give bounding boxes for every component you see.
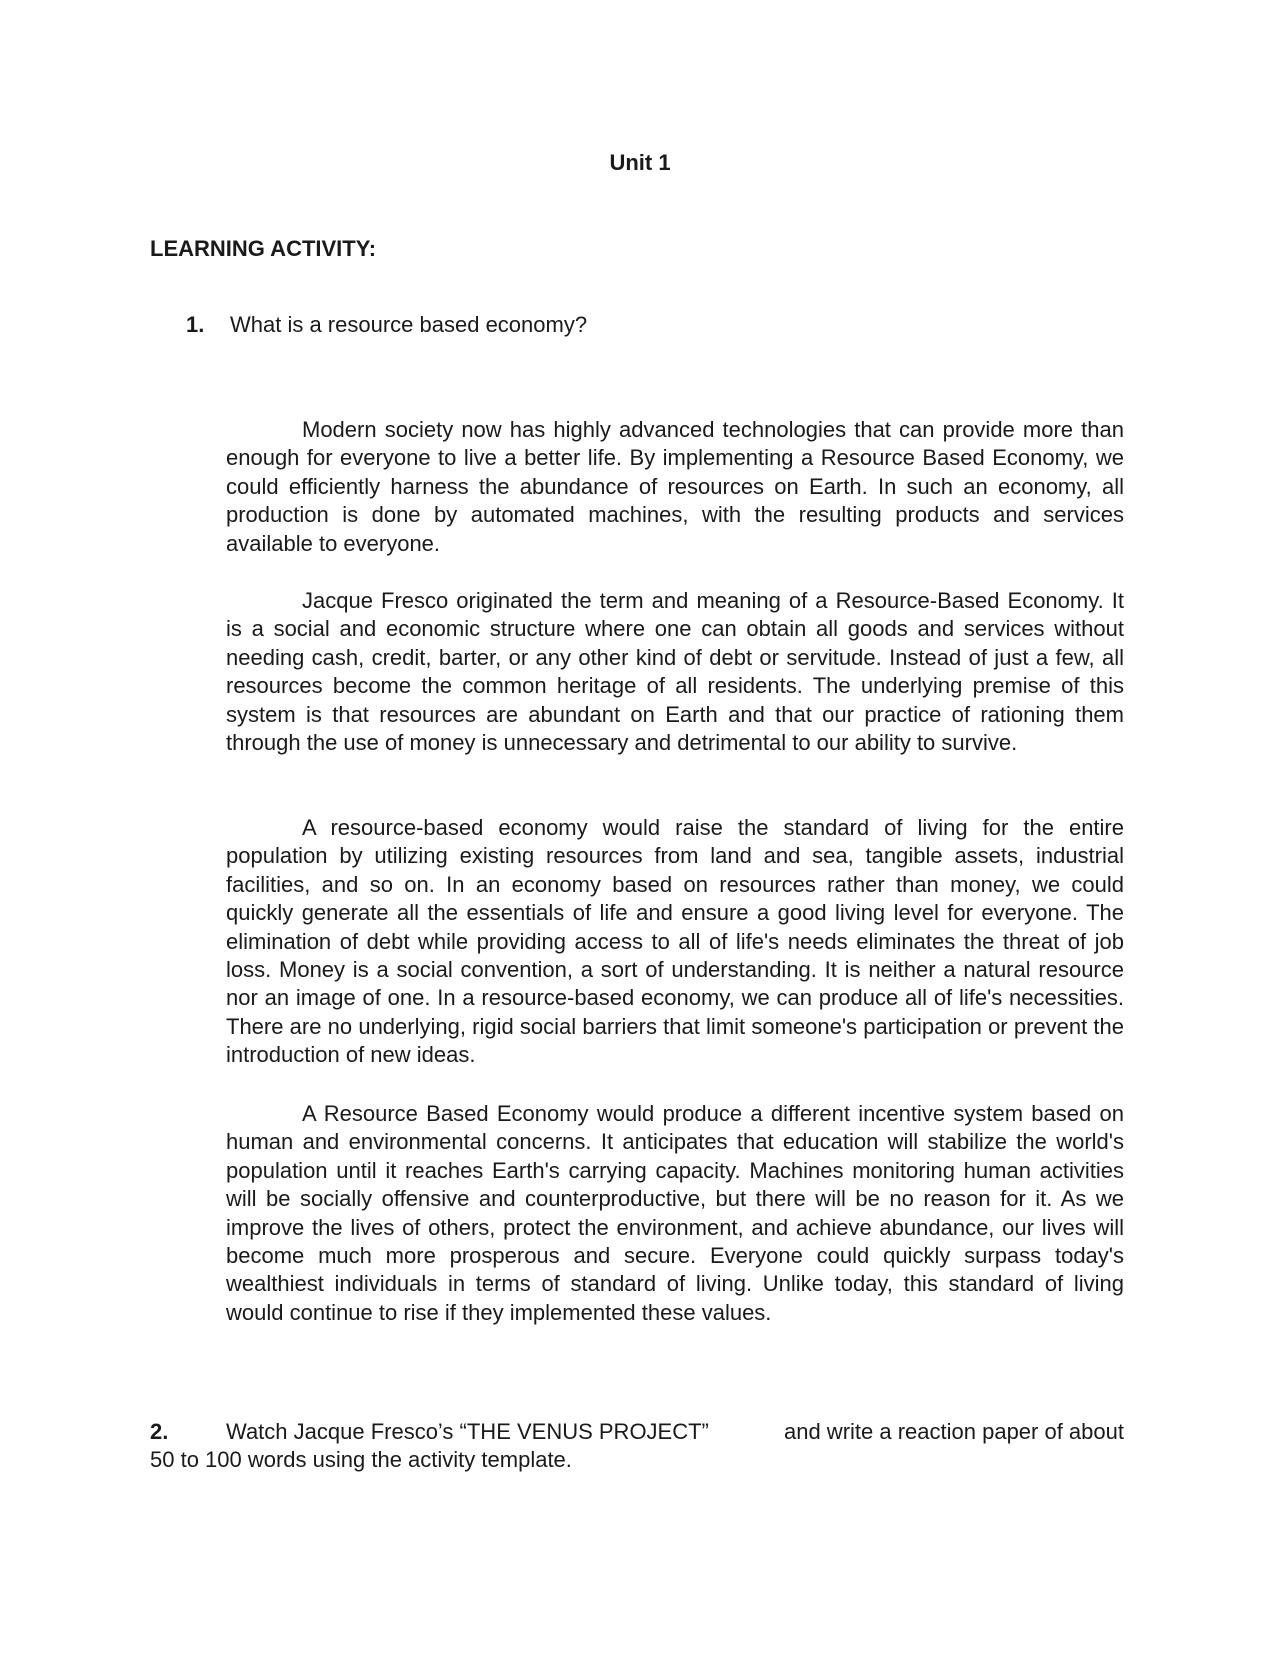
question-1 <box>186 312 587 338</box>
answer-paragraph-2: Jacque Fresco originated the term and meaning of a Resource-Based Economy. It is a social and economic structure where one can obtain all goods and services without needing cash, credit, barter, or any other kind of debt or servitude. Instead of just a few, all resources become the common heritage of all residents. The underlying premise of this system is that resources are abundant on Earth and that our practice of rationing them through the use of money is unnecessary and detrimental to our ability to survive. <box>226 588 1124 756</box>
unit-title: Unit 1 <box>609 150 671 175</box>
question-2-text-start: Watch Jacque Fresco’s “THE VENUS PROJECT” <box>226 1419 709 1444</box>
question-2-number: 2. <box>150 1419 169 1444</box>
section-heading: LEARNING ACTIVITY: <box>150 236 377 261</box>
question-2-line-2: 50 to 100 words using the activity template. <box>150 1447 572 1473</box>
answer-paragraph-1: Modern society now has highly advanced technologies that can provide more than enough for everyone to live a better life. By implementing a Resource Based Economy, we could efficiently harness the abundance of resources on Earth. In such an economy, all production is done by automated machines, with the resulting products and services available to everyone. <box>226 417 1124 556</box>
question-2-line-1 <box>150 1418 1124 1446</box>
answer-paragraph-3: A resource-based economy would raise the standard of living for the entire population by utilizing existing resources from land and sea, tangible assets, industrial facilities, and so on. In an economy based on resources rather than money, we could quickly generate all the essentials of life and ensure a good living level for everyone. The elimination of debt while providing access to all of life's needs eliminates the threat of job loss. Money is a social convention, a sort of understanding. It is neither a natural resource nor an image of one. In a resource-based economy, we can produce all of life's necessities. There are no underlying, rigid social barriers that limit someone's participation or prevent the introduction of new ideas. <box>226 815 1124 1068</box>
answer-paragraph-4: A Resource Based Economy would produce a different incentive system based on human and environmental concerns. It anticipates that education will stabilize the world's population until it reaches Earth's carrying capacity. Machines monitoring human activities will be socially offensive and counterproductive, but there will be no reason for it. As we improve the lives of others, protect the environment, and achieve abundance, our lives will become much more prosperous and secure. Everyone could quickly surpass today's wealthiest individuals in terms of standard of living. Unlike today, this standard of living would continue to rise if they implemented these values. <box>226 1101 1124 1325</box>
question-2 <box>150 1418 1124 1475</box>
question-2-text-end: and write a reaction paper of about <box>783 1419 1124 1444</box>
question-1-number: 1. <box>186 312 205 337</box>
question-1-text: What is a resource based economy? <box>230 312 588 337</box>
